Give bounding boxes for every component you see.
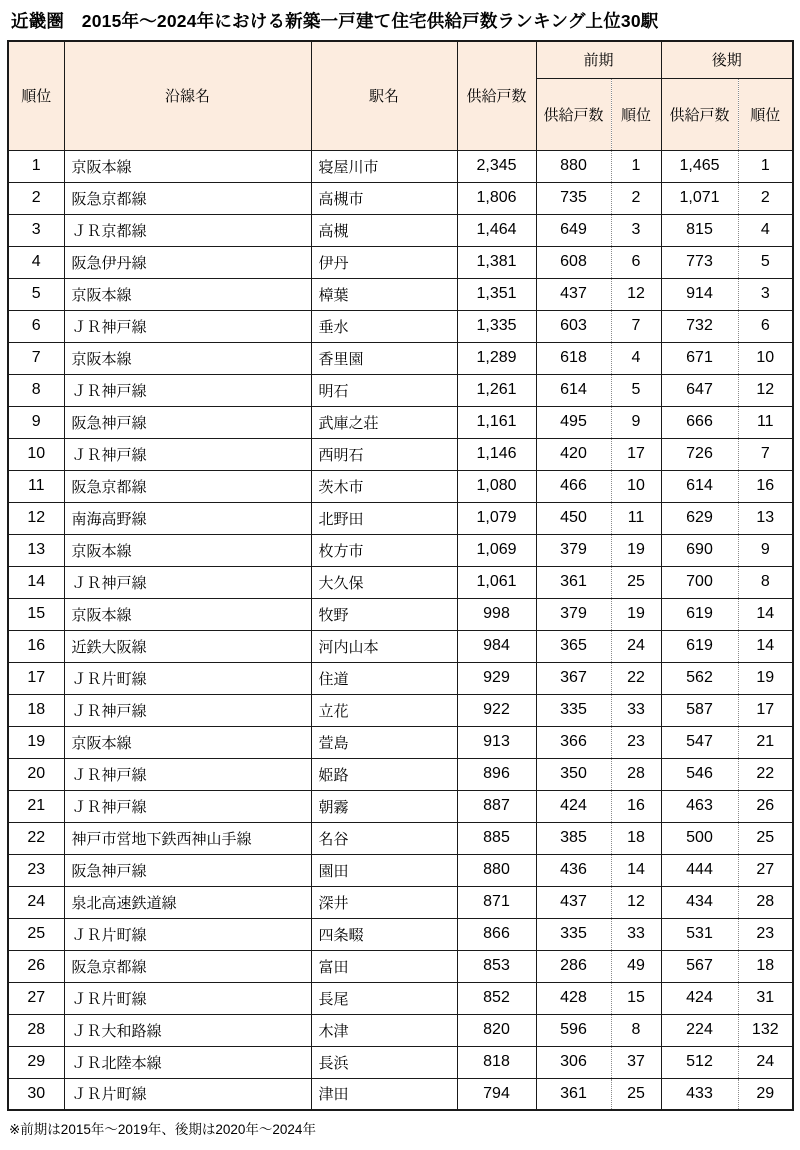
- table-row: [8, 406, 793, 438]
- cell-late_units: 562: [661, 662, 738, 694]
- cell-late_rank: 22: [738, 758, 793, 790]
- cell-station: 長浜: [311, 1046, 457, 1078]
- header-late-supply: 供給戸数: [661, 78, 738, 150]
- cell-line: ＪＲ北陸本線: [64, 1046, 311, 1078]
- cell-early_rank: 28: [611, 758, 661, 790]
- cell-total: 922: [457, 694, 536, 726]
- table-row: [8, 566, 793, 598]
- cell-early_rank: 15: [611, 982, 661, 1014]
- cell-total: 1,079: [457, 502, 536, 534]
- cell-early_rank: 6: [611, 246, 661, 278]
- cell-late_rank: 26: [738, 790, 793, 822]
- cell-early_units: 437: [536, 278, 611, 310]
- cell-late_rank: 14: [738, 598, 793, 630]
- cell-late_units: 424: [661, 982, 738, 1014]
- cell-rank: 27: [8, 982, 64, 1014]
- cell-late_units: 629: [661, 502, 738, 534]
- cell-early_rank: 23: [611, 726, 661, 758]
- cell-rank: 9: [8, 406, 64, 438]
- cell-early_rank: 5: [611, 374, 661, 406]
- cell-early_rank: 3: [611, 214, 661, 246]
- cell-rank: 11: [8, 470, 64, 502]
- cell-station: 高槻: [311, 214, 457, 246]
- cell-station: 茨木市: [311, 470, 457, 502]
- table-row: [8, 246, 793, 278]
- cell-late_rank: 4: [738, 214, 793, 246]
- cell-late_rank: 29: [738, 1078, 793, 1110]
- table-row: [8, 854, 793, 886]
- header-early-supply: 供給戸数: [536, 78, 611, 150]
- cell-late_units: 531: [661, 918, 738, 950]
- cell-line: 神戸市営地下鉄西神山手線: [64, 822, 311, 854]
- cell-early_units: 450: [536, 502, 611, 534]
- cell-line: 阪急神戸線: [64, 406, 311, 438]
- cell-rank: 16: [8, 630, 64, 662]
- cell-early_rank: 12: [611, 886, 661, 918]
- cell-late_units: 732: [661, 310, 738, 342]
- cell-late_rank: 13: [738, 502, 793, 534]
- cell-station: 香里園: [311, 342, 457, 374]
- cell-late_rank: 1: [738, 150, 793, 182]
- table-row: [8, 182, 793, 214]
- cell-line: ＪＲ神戸線: [64, 790, 311, 822]
- cell-early_rank: 7: [611, 310, 661, 342]
- cell-line: ＪＲ大和路線: [64, 1014, 311, 1046]
- cell-early_rank: 2: [611, 182, 661, 214]
- cell-line: 京阪本線: [64, 726, 311, 758]
- cell-early_units: 437: [536, 886, 611, 918]
- cell-line: 阪急京都線: [64, 182, 311, 214]
- cell-late_rank: 12: [738, 374, 793, 406]
- cell-rank: 7: [8, 342, 64, 374]
- cell-late_rank: 10: [738, 342, 793, 374]
- cell-early_units: 424: [536, 790, 611, 822]
- cell-rank: 22: [8, 822, 64, 854]
- header-rank: 順位: [8, 41, 64, 150]
- cell-early_units: 361: [536, 566, 611, 598]
- cell-station: 園田: [311, 854, 457, 886]
- cell-total: 2,345: [457, 150, 536, 182]
- cell-late_units: 773: [661, 246, 738, 278]
- cell-line: ＪＲ京都線: [64, 214, 311, 246]
- table-row: [8, 662, 793, 694]
- cell-early_rank: 37: [611, 1046, 661, 1078]
- cell-total: 896: [457, 758, 536, 790]
- cell-rank: 12: [8, 502, 64, 534]
- cell-early_units: 306: [536, 1046, 611, 1078]
- cell-late_rank: 31: [738, 982, 793, 1014]
- cell-late_units: 224: [661, 1014, 738, 1046]
- cell-early_rank: 25: [611, 566, 661, 598]
- table-row: [8, 886, 793, 918]
- cell-station: 樟葉: [311, 278, 457, 310]
- cell-total: 871: [457, 886, 536, 918]
- cell-rank: 4: [8, 246, 64, 278]
- cell-rank: 8: [8, 374, 64, 406]
- cell-early_rank: 16: [611, 790, 661, 822]
- table-body: [8, 150, 793, 1110]
- table-row: [8, 310, 793, 342]
- cell-late_rank: 18: [738, 950, 793, 982]
- cell-early_rank: 18: [611, 822, 661, 854]
- table-row: [8, 790, 793, 822]
- cell-line: 阪急伊丹線: [64, 246, 311, 278]
- cell-late_units: 619: [661, 630, 738, 662]
- cell-line: ＪＲ片町線: [64, 662, 311, 694]
- cell-late_units: 614: [661, 470, 738, 502]
- cell-early_rank: 24: [611, 630, 661, 662]
- cell-station: 武庫之荘: [311, 406, 457, 438]
- cell-line: ＪＲ神戸線: [64, 438, 311, 470]
- cell-late_rank: 6: [738, 310, 793, 342]
- cell-total: 818: [457, 1046, 536, 1078]
- cell-late_units: 500: [661, 822, 738, 854]
- cell-total: 1,261: [457, 374, 536, 406]
- cell-early_rank: 25: [611, 1078, 661, 1110]
- cell-late_rank: 16: [738, 470, 793, 502]
- cell-total: 853: [457, 950, 536, 982]
- cell-late_rank: 132: [738, 1014, 793, 1046]
- cell-early_units: 366: [536, 726, 611, 758]
- cell-early_units: 379: [536, 598, 611, 630]
- cell-total: 998: [457, 598, 536, 630]
- cell-late_rank: 19: [738, 662, 793, 694]
- cell-line: 京阪本線: [64, 598, 311, 630]
- cell-station: 西明石: [311, 438, 457, 470]
- cell-late_units: 666: [661, 406, 738, 438]
- cell-early_rank: 17: [611, 438, 661, 470]
- table-row: [8, 374, 793, 406]
- cell-line: 京阪本線: [64, 278, 311, 310]
- cell-station: 牧野: [311, 598, 457, 630]
- cell-total: 866: [457, 918, 536, 950]
- cell-early_units: 596: [536, 1014, 611, 1046]
- table-row: [8, 470, 793, 502]
- header-group-row: [8, 41, 793, 78]
- cell-station: 木津: [311, 1014, 457, 1046]
- cell-late_units: 700: [661, 566, 738, 598]
- cell-line: 阪急神戸線: [64, 854, 311, 886]
- cell-rank: 29: [8, 1046, 64, 1078]
- table-row: [8, 502, 793, 534]
- cell-total: 1,335: [457, 310, 536, 342]
- cell-line: 近鉄大阪線: [64, 630, 311, 662]
- header-total-supply: 供給戸数: [457, 41, 536, 150]
- cell-late_rank: 3: [738, 278, 793, 310]
- table-row: [8, 726, 793, 758]
- cell-total: 1,381: [457, 246, 536, 278]
- cell-total: 1,161: [457, 406, 536, 438]
- cell-station: 富田: [311, 950, 457, 982]
- cell-rank: 28: [8, 1014, 64, 1046]
- cell-early_units: 379: [536, 534, 611, 566]
- cell-station: 立花: [311, 694, 457, 726]
- table-row: [8, 214, 793, 246]
- cell-early_units: 335: [536, 918, 611, 950]
- header-late-period-group: 後期: [661, 41, 793, 78]
- header-line: 沿線名: [64, 41, 311, 150]
- cell-late_rank: 2: [738, 182, 793, 214]
- cell-rank: 2: [8, 182, 64, 214]
- table-row: [8, 822, 793, 854]
- header-station: 駅名: [311, 41, 457, 150]
- cell-line: 京阪本線: [64, 150, 311, 182]
- cell-total: 1,351: [457, 278, 536, 310]
- cell-late_units: 914: [661, 278, 738, 310]
- ranking-table: [7, 40, 794, 1111]
- cell-rank: 10: [8, 438, 64, 470]
- cell-total: 1,080: [457, 470, 536, 502]
- cell-total: 984: [457, 630, 536, 662]
- cell-total: 820: [457, 1014, 536, 1046]
- cell-early_units: 361: [536, 1078, 611, 1110]
- cell-line: 阪急京都線: [64, 950, 311, 982]
- table-row: [8, 694, 793, 726]
- cell-rank: 26: [8, 950, 64, 982]
- table-row: [8, 630, 793, 662]
- cell-late_units: 567: [661, 950, 738, 982]
- cell-early_rank: 33: [611, 694, 661, 726]
- cell-late_rank: 9: [738, 534, 793, 566]
- cell-late_rank: 7: [738, 438, 793, 470]
- cell-line: 京阪本線: [64, 342, 311, 374]
- cell-line: ＪＲ神戸線: [64, 758, 311, 790]
- cell-early_units: 466: [536, 470, 611, 502]
- cell-early_units: 436: [536, 854, 611, 886]
- cell-station: 長尾: [311, 982, 457, 1014]
- cell-late_rank: 21: [738, 726, 793, 758]
- table-row: [8, 598, 793, 630]
- cell-rank: 24: [8, 886, 64, 918]
- cell-station: 垂水: [311, 310, 457, 342]
- table-row: [8, 1078, 793, 1110]
- cell-line: ＪＲ神戸線: [64, 566, 311, 598]
- page-title: 近畿圏 2015年～2024年における新築一戸建て住宅供給戸数ランキング上位30駅: [11, 11, 659, 31]
- cell-rank: 18: [8, 694, 64, 726]
- cell-rank: 15: [8, 598, 64, 630]
- cell-rank: 6: [8, 310, 64, 342]
- cell-late_units: 647: [661, 374, 738, 406]
- cell-late_rank: 5: [738, 246, 793, 278]
- cell-total: 887: [457, 790, 536, 822]
- cell-late_units: 547: [661, 726, 738, 758]
- cell-late_rank: 17: [738, 694, 793, 726]
- cell-station: 寝屋川市: [311, 150, 457, 182]
- cell-early_units: 365: [536, 630, 611, 662]
- cell-total: 1,464: [457, 214, 536, 246]
- cell-early_units: 880: [536, 150, 611, 182]
- cell-line: ＪＲ片町線: [64, 982, 311, 1014]
- cell-station: 名谷: [311, 822, 457, 854]
- cell-early_rank: 9: [611, 406, 661, 438]
- cell-late_units: 444: [661, 854, 738, 886]
- cell-early_units: 649: [536, 214, 611, 246]
- cell-line: 京阪本線: [64, 534, 311, 566]
- table-row: [8, 1014, 793, 1046]
- cell-early_rank: 10: [611, 470, 661, 502]
- cell-late_units: 546: [661, 758, 738, 790]
- cell-station: 津田: [311, 1078, 457, 1110]
- cell-early_rank: 11: [611, 502, 661, 534]
- cell-late_units: 671: [661, 342, 738, 374]
- cell-late_rank: 11: [738, 406, 793, 438]
- cell-station: 四条畷: [311, 918, 457, 950]
- cell-early_units: 608: [536, 246, 611, 278]
- table-row: [8, 534, 793, 566]
- cell-total: 1,061: [457, 566, 536, 598]
- cell-early_rank: 19: [611, 598, 661, 630]
- cell-late_units: 1,071: [661, 182, 738, 214]
- cell-station: 明石: [311, 374, 457, 406]
- cell-late_units: 434: [661, 886, 738, 918]
- cell-rank: 1: [8, 150, 64, 182]
- cell-early_units: 735: [536, 182, 611, 214]
- cell-early_units: 385: [536, 822, 611, 854]
- cell-late_rank: 14: [738, 630, 793, 662]
- cell-early_units: 618: [536, 342, 611, 374]
- cell-early_rank: 19: [611, 534, 661, 566]
- cell-station: 深井: [311, 886, 457, 918]
- table-row: [8, 278, 793, 310]
- cell-late_units: 512: [661, 1046, 738, 1078]
- cell-late_rank: 27: [738, 854, 793, 886]
- cell-late_rank: 8: [738, 566, 793, 598]
- table-row: [8, 1046, 793, 1078]
- cell-station: 住道: [311, 662, 457, 694]
- cell-total: 1,069: [457, 534, 536, 566]
- cell-total: 913: [457, 726, 536, 758]
- header-early-period-group: 前期: [536, 41, 661, 78]
- table-row: [8, 758, 793, 790]
- cell-early_units: 614: [536, 374, 611, 406]
- cell-line: ＪＲ片町線: [64, 918, 311, 950]
- cell-station: 朝霧: [311, 790, 457, 822]
- cell-station: 伊丹: [311, 246, 457, 278]
- cell-line: ＪＲ片町線: [64, 1078, 311, 1110]
- header-late-rank: 順位: [738, 78, 793, 150]
- cell-early_rank: 1: [611, 150, 661, 182]
- cell-early_units: 286: [536, 950, 611, 982]
- cell-line: 南海高野線: [64, 502, 311, 534]
- cell-station: 大久保: [311, 566, 457, 598]
- cell-rank: 3: [8, 214, 64, 246]
- cell-late_units: 587: [661, 694, 738, 726]
- cell-early_units: 335: [536, 694, 611, 726]
- cell-late_units: 690: [661, 534, 738, 566]
- cell-late_rank: 23: [738, 918, 793, 950]
- cell-total: 880: [457, 854, 536, 886]
- cell-rank: 30: [8, 1078, 64, 1110]
- cell-station: 姫路: [311, 758, 457, 790]
- cell-station: 萱島: [311, 726, 457, 758]
- cell-station: 高槻市: [311, 182, 457, 214]
- cell-late_units: 726: [661, 438, 738, 470]
- cell-station: 枚方市: [311, 534, 457, 566]
- cell-rank: 23: [8, 854, 64, 886]
- cell-late_rank: 25: [738, 822, 793, 854]
- table-row: [8, 918, 793, 950]
- cell-early_rank: 14: [611, 854, 661, 886]
- cell-total: 885: [457, 822, 536, 854]
- cell-late_units: 1,465: [661, 150, 738, 182]
- cell-line: ＪＲ神戸線: [64, 694, 311, 726]
- cell-station: 北野田: [311, 502, 457, 534]
- cell-early_rank: 49: [611, 950, 661, 982]
- cell-late_units: 433: [661, 1078, 738, 1110]
- header-early-rank: 順位: [611, 78, 661, 150]
- cell-total: 929: [457, 662, 536, 694]
- cell-early_units: 428: [536, 982, 611, 1014]
- table-row: [8, 342, 793, 374]
- cell-early_rank: 22: [611, 662, 661, 694]
- cell-early_rank: 12: [611, 278, 661, 310]
- cell-rank: 20: [8, 758, 64, 790]
- cell-early_units: 603: [536, 310, 611, 342]
- cell-late_units: 815: [661, 214, 738, 246]
- footnote: ※前期は2015年～2019年、後期は2020年～2024年: [9, 1122, 316, 1137]
- cell-total: 1,146: [457, 438, 536, 470]
- cell-early_rank: 33: [611, 918, 661, 950]
- cell-line: 泉北高速鉄道線: [64, 886, 311, 918]
- cell-late_rank: 24: [738, 1046, 793, 1078]
- cell-early_units: 495: [536, 406, 611, 438]
- cell-late_units: 463: [661, 790, 738, 822]
- table-row: [8, 438, 793, 470]
- cell-early_units: 367: [536, 662, 611, 694]
- cell-total: 1,289: [457, 342, 536, 374]
- cell-rank: 19: [8, 726, 64, 758]
- cell-early_rank: 8: [611, 1014, 661, 1046]
- cell-total: 852: [457, 982, 536, 1014]
- cell-early_rank: 4: [611, 342, 661, 374]
- cell-total: 794: [457, 1078, 536, 1110]
- cell-rank: 21: [8, 790, 64, 822]
- cell-late_units: 619: [661, 598, 738, 630]
- table-header: [8, 41, 793, 150]
- cell-total: 1,806: [457, 182, 536, 214]
- cell-early_units: 350: [536, 758, 611, 790]
- cell-early_units: 420: [536, 438, 611, 470]
- table-row: [8, 150, 793, 182]
- cell-rank: 14: [8, 566, 64, 598]
- cell-line: ＪＲ神戸線: [64, 310, 311, 342]
- table-row: [8, 982, 793, 1014]
- table-row: [8, 950, 793, 982]
- cell-line: ＪＲ神戸線: [64, 374, 311, 406]
- cell-rank: 17: [8, 662, 64, 694]
- cell-late_rank: 28: [738, 886, 793, 918]
- cell-rank: 25: [8, 918, 64, 950]
- cell-station: 河内山本: [311, 630, 457, 662]
- cell-line: 阪急京都線: [64, 470, 311, 502]
- cell-rank: 5: [8, 278, 64, 310]
- cell-rank: 13: [8, 534, 64, 566]
